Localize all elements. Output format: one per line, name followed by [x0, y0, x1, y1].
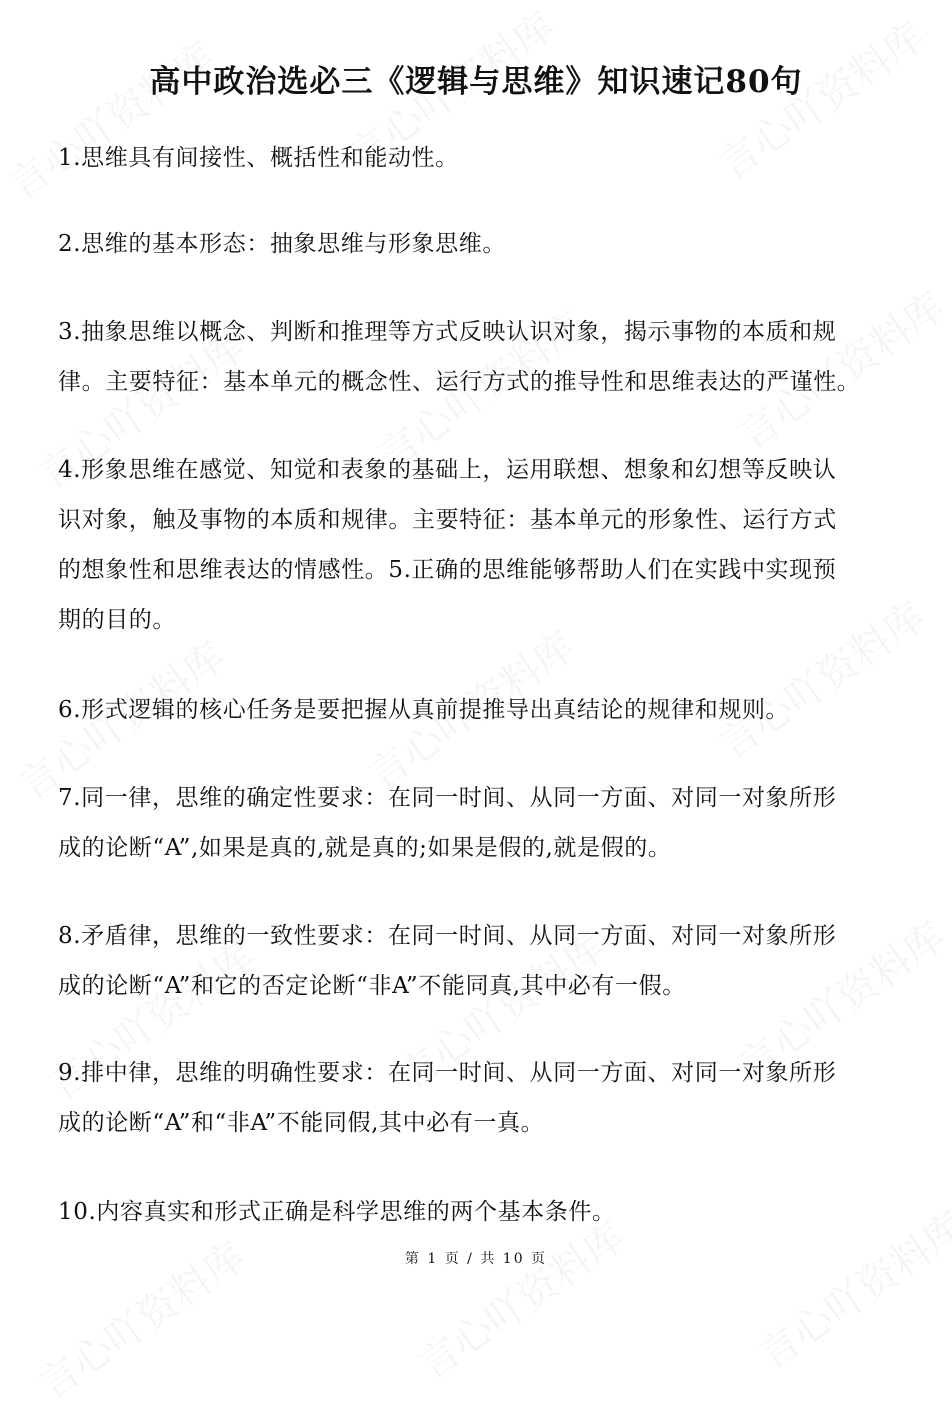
- paragraph-line: 成的论断“A”,如果是真的,就是真的;如果是假的,就是假的。: [58, 835, 672, 861]
- paragraph-line: 6.形式逻辑的核心任务是要把握从真前提推导出真结论的规律和规则。: [58, 697, 790, 723]
- paragraph-line: 3.抽象思维以概念、判断和推理等方式反映认识对象，揭示事物的本质和规: [58, 319, 837, 345]
- paragraph-line: 7.同一律，思维的确定性要求：在同一时间、从同一方面、对同一对象所形: [58, 785, 837, 811]
- watermark: [405, 1206, 634, 1390]
- watermark: [705, 586, 934, 770]
- paragraph-line: 律。主要特征：基本单元的概念性、运行方式的推导性和思维表达的严谨性。: [58, 369, 861, 395]
- watermark: [745, 1196, 952, 1380]
- paragraph-line: 2.思维的基本形态：抽象思维与形象思维。: [58, 231, 506, 257]
- document-title: 高中政治选必三《逻辑与思维》知识速记80句: [149, 64, 803, 100]
- watermark: [0, 26, 225, 210]
- paragraph-line: 识对象，触及事物的本质和规律。主要特征：基本单元的形象性、运行方式: [58, 507, 837, 533]
- paragraph-line: 期的目的。: [58, 607, 176, 633]
- paragraph-line: 9.排中律，思维的明确性要求：在同一时间、从同一方面、对同一对象所形: [58, 1060, 837, 1086]
- paragraph-line: 成的论断“A”和它的否定论断“非A”不能同真,其中必有一假。: [58, 973, 686, 999]
- page-footer: 第 1 页 / 共 10 页: [404, 1251, 548, 1267]
- paragraph-line: 8.矛盾律，思维的一致性要求：在同一时间、从同一方面、对同一对象所形: [58, 923, 837, 949]
- paragraph-line: 1.思维具有间接性、概括性和能动性。: [58, 145, 459, 171]
- paragraph-line: 的想象性和思维表达的情感性。5.正确的思维能够帮助人们在实践中实现预: [58, 557, 837, 583]
- paragraph-line: 成的论断“A”和“非A”不能同假,其中必有一真。: [58, 1110, 545, 1136]
- paragraph-line: 10.内容真实和形式正确是科学思维的两个基本条件。: [58, 1199, 616, 1225]
- paragraph-line: 4.形象思维在感觉、知觉和表象的基础上，运用联想、想象和幻想等反映认: [58, 457, 837, 483]
